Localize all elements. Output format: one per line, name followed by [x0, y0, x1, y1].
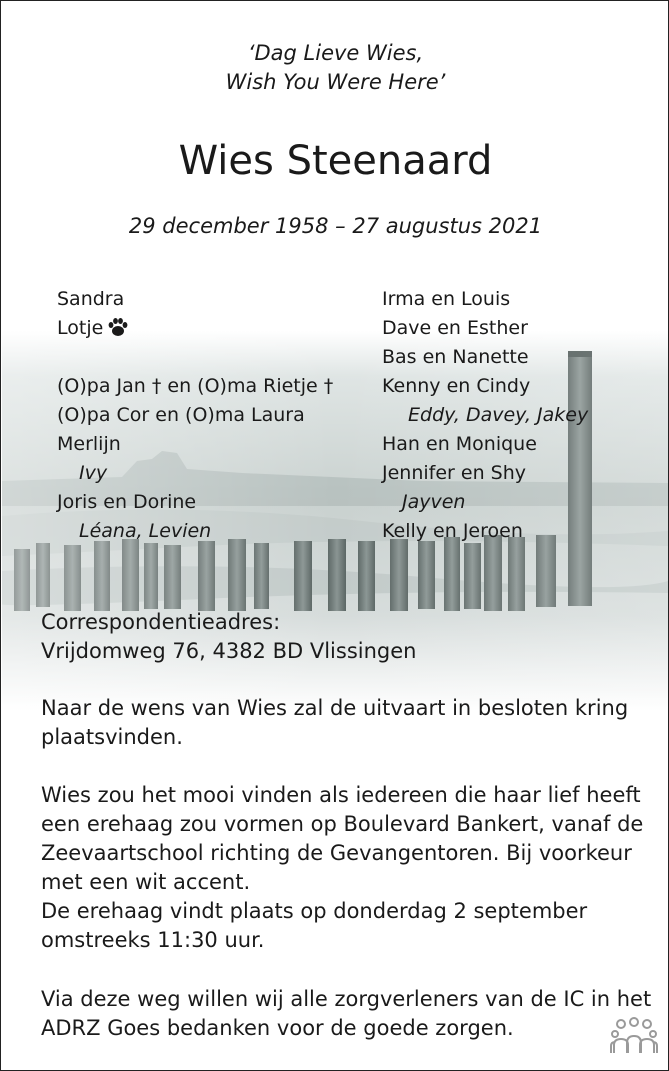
paragraph-line: ADRZ Goes bedanken voor de goede zorgen. [41, 1016, 514, 1040]
motto [1, 39, 669, 97]
paragraph-line: De erehaag vindt plaats op donderdag 2 september [41, 899, 588, 923]
correspondence-block [41, 608, 641, 666]
family-name: Dave en Esther [382, 317, 528, 339]
family-child-names: Ivy [79, 462, 108, 484]
correspondence-address: Vrijdomweg 76, 4382 BD Vlissingen [41, 639, 417, 663]
family-name: Irma en Louis [382, 288, 511, 310]
paragraph-line: Via deze weg willen wij alle zorgverleners van de IC in het [41, 987, 652, 1011]
family-spacer [57, 343, 333, 372]
correspondence-label: Correspondentieadres: [41, 610, 281, 634]
deceased-name: Wies Steenaard [178, 138, 493, 184]
family-name: Kelly en Jeroen [382, 520, 523, 542]
paragraph-line: Naar de wens van Wies zal de uitvaart in besloten kring [41, 696, 629, 720]
motto-line-2: Wish You Were Here’ [225, 70, 446, 94]
family-list-left [57, 285, 333, 546]
family-name: (O)pa Jan † en (O)ma Rietje † [57, 375, 334, 397]
guard-of-honour-paragraph [41, 781, 644, 955]
family-name: Bas en Nanette [382, 346, 529, 368]
family-name: (O)pa Cor en (O)ma Laura [57, 404, 305, 426]
family-name: Merlijn [57, 433, 121, 455]
family-name: Sandra [57, 288, 125, 310]
family-child-names: Eddy, Davey, Jakey [408, 404, 589, 426]
family-name: Kenny en Cindy [382, 375, 531, 397]
paragraph-line: Zeevaartschool richting de Gevangentoren. Bij voorkeur [41, 841, 632, 865]
family-child-names: Jayven [402, 491, 466, 513]
family-name: Han en Monique [382, 433, 537, 455]
family-name: Jennifer en Shy [382, 462, 527, 484]
paragraph-line: met een wit accent. [41, 870, 251, 894]
funeral-wish-paragraph [41, 694, 641, 752]
paragraph-line: omstreeks 11:30 uur. [41, 928, 265, 952]
thanks-paragraph [41, 985, 652, 1043]
family-name: Lotje [57, 314, 333, 343]
family-name: Joris en Dorine [57, 491, 197, 513]
paragraph-line: plaatsvinden. [41, 725, 183, 749]
paragraph-line: Wies zou het mooi vinden als iedereen die haar lief heeft [41, 783, 641, 807]
family-list-right [382, 285, 588, 546]
family-child-names: Léana, Levien [79, 520, 212, 542]
motto-line-1: ‘Dag Lieve Wies, [247, 41, 424, 65]
life-dates: 29 december 1958 – 27 augustus 2021 [128, 214, 543, 238]
paw-icon [107, 317, 129, 337]
paragraph-line: een erehaag zou vormen op Boulevard Bankert, vanaf de [41, 812, 644, 836]
people-group-logo [609, 1017, 659, 1057]
